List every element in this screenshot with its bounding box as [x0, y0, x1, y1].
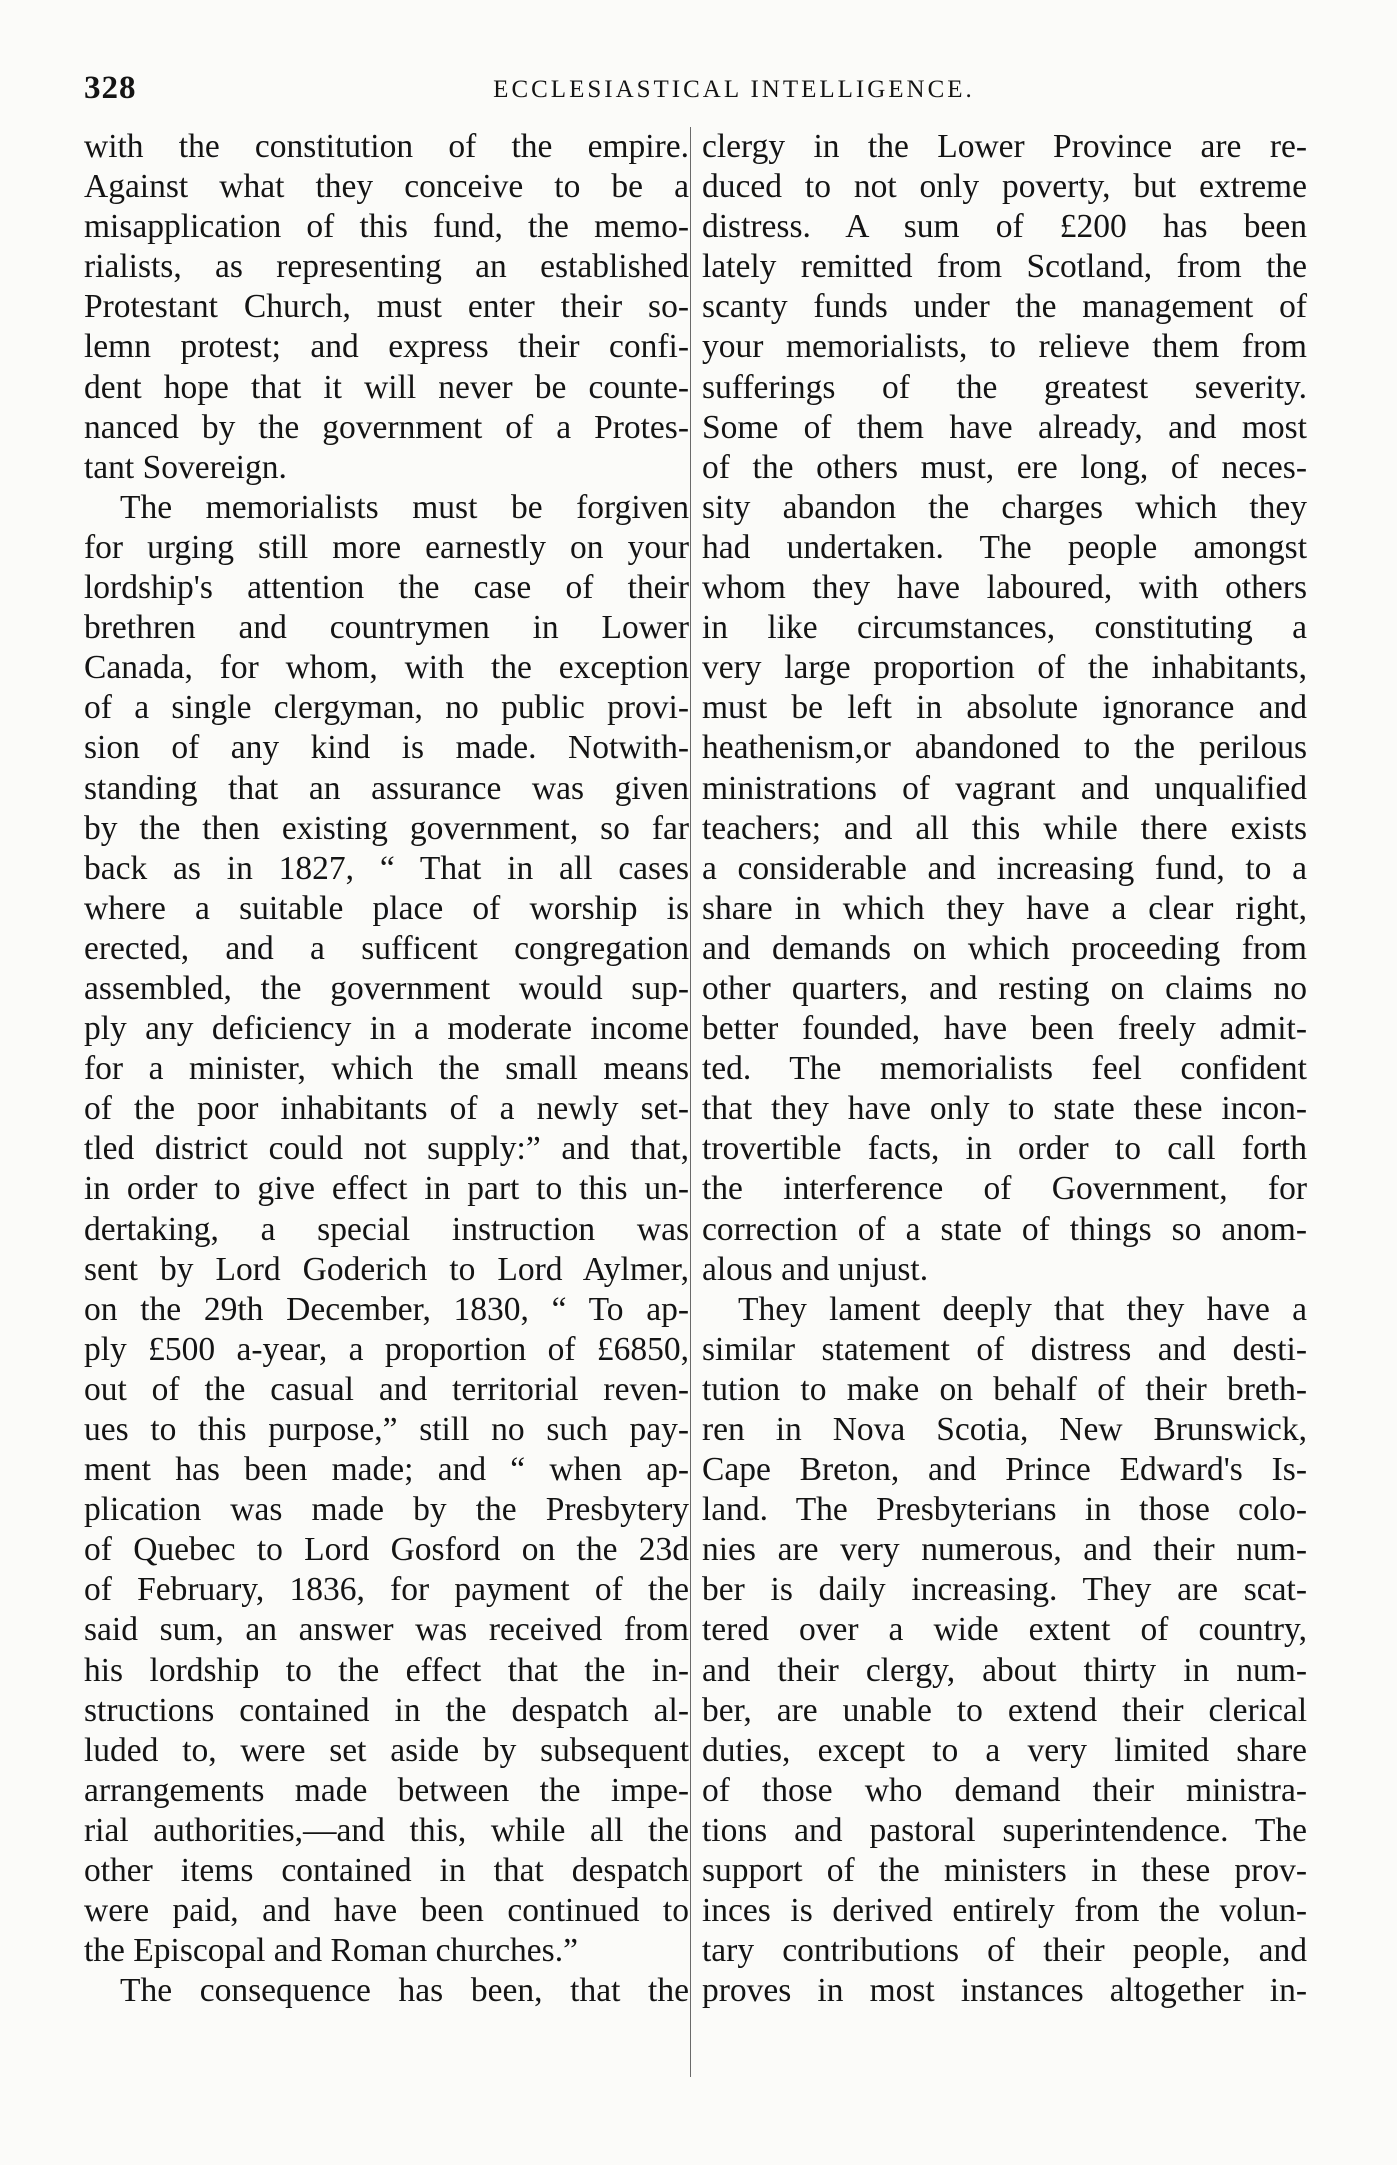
text-line: your memorialists, to relieve them from — [702, 328, 1307, 366]
text-line: the interference of Government, for — [702, 1170, 1307, 1208]
text-line: where a suitable place of worship is — [84, 889, 689, 927]
text-line: support of the ministers in these prov- — [702, 1852, 1307, 1890]
text-line: sion of any kind is made. Notwith- — [84, 729, 689, 767]
text-line: his lordship to the effect that the in- — [84, 1651, 689, 1689]
text-line: arrangements made between the impe- — [84, 1771, 689, 1809]
text-line: that they have only to state these incon- — [702, 1090, 1307, 1128]
text-line: duties, except to a very limited share — [702, 1731, 1307, 1769]
column-divider — [690, 127, 691, 2077]
text-line: other quarters, and resting on claims no — [702, 969, 1307, 1007]
text-line: nies are very numerous, and their num- — [702, 1531, 1307, 1569]
right-column — [702, 127, 1307, 2011]
text-line: of the others must, ere long, of neces- — [702, 448, 1307, 486]
text-line: rial authorities,—and this, while all the — [84, 1811, 689, 1849]
text-line: correction of a state of things so anom- — [702, 1210, 1307, 1248]
text-line: ment has been made; and “ when ap- — [84, 1451, 689, 1489]
text-line: luded to, were set aside by subsequent — [84, 1731, 689, 1769]
text-line: brethren and countrymen in Lower — [84, 609, 689, 647]
text-line: teachers; and all this while there exists — [702, 809, 1307, 847]
text-line: other items contained in that despatch — [84, 1852, 689, 1890]
text-line: Some of them have already, and most — [702, 408, 1307, 446]
running-title: ECCLESIASTICAL INTELLIGENCE. — [493, 76, 975, 103]
text-line: The consequence has been, that the — [120, 1972, 689, 2010]
text-line: tions and pastoral superintendence. The — [702, 1811, 1307, 1849]
text-line: for a minister, which the small means — [84, 1050, 689, 1088]
text-line: ren in Nova Scotia, New Brunswick, — [702, 1411, 1307, 1448]
text-line: nanced by the government of a Protes- — [84, 408, 689, 446]
text-line: misapplication of this fund, the memo- — [84, 208, 689, 246]
text-line: for urging still more earnestly on your — [84, 528, 689, 566]
text-line: in like circumstances, constituting a — [702, 609, 1307, 647]
text-line: said sum, an answer was received from — [84, 1611, 689, 1649]
text-line: heathenism,or abandoned to the perilous — [702, 729, 1307, 767]
text-line: alous and unjust. — [702, 1250, 929, 1288]
text-line: ted. The memorialists feel confident — [702, 1050, 1307, 1088]
text-line: ber is daily increasing. They are scat- — [702, 1571, 1307, 1609]
text-line: out of the casual and territorial reven- — [84, 1370, 689, 1408]
text-line: of Quebec to Lord Gosford on the 23d — [84, 1531, 689, 1569]
text-line: of those who demand their ministra- — [702, 1771, 1307, 1809]
text-line: rialists, as representing an established — [84, 248, 689, 286]
text-line: sity abandon the charges which they — [702, 488, 1307, 526]
text-line: ply any deficiency in a moderate income — [84, 1010, 689, 1048]
text-line: plication was made by the Presbytery — [84, 1491, 689, 1529]
text-line: sufferings of the greatest severity. — [702, 368, 1307, 406]
text-line: very large proportion of the inhabitants, — [702, 649, 1307, 687]
text-line: inces is derived entirely from the volun- — [702, 1892, 1307, 1930]
text-line: duced to not only poverty, but extreme — [702, 168, 1307, 206]
page-header — [84, 70, 1324, 114]
text-line: ber, are unable to extend their clerical — [702, 1691, 1307, 1729]
text-line: the Episcopal and Roman churches.” — [84, 1932, 578, 1970]
text-line: tary contributions of their people, and — [702, 1932, 1307, 1970]
text-line: tered over a wide extent of country, — [702, 1611, 1307, 1649]
text-line: of a single clergyman, no public provi- — [84, 689, 689, 727]
text-line: must be left in absolute ignorance and — [702, 689, 1307, 727]
text-line: were paid, and have been continued to — [84, 1892, 689, 1930]
text-line: They lament deeply that they have a — [738, 1290, 1307, 1328]
text-line: proves in most instances altogether in- — [702, 1972, 1307, 2010]
text-line: Canada, for whom, with the exception — [84, 649, 689, 687]
text-line: Cape Breton, and Prince Edward's Is- — [702, 1451, 1307, 1489]
text-line: lordship's attention the case of their — [84, 569, 689, 607]
text-line: ues to this purpose,” still no such pay- — [84, 1411, 689, 1448]
left-column — [84, 127, 689, 2011]
text-line: share in which they have a clear right, — [702, 889, 1307, 927]
text-line: with the constitution of the empire. — [84, 128, 689, 165]
text-line: of February, 1836, for payment of the — [84, 1571, 689, 1609]
text-line: sent by Lord Goderich to Lord Aylmer, — [84, 1250, 689, 1288]
text-line: whom they have laboured, with others — [702, 569, 1307, 607]
text-line: in order to give effect in part to this un- — [84, 1170, 689, 1208]
text-line: back as in 1827, “ That in all cases — [84, 849, 689, 887]
text-line: tution to make on behalf of their breth- — [702, 1370, 1307, 1408]
text-line: on the 29th December, 1830, “ To ap- — [84, 1290, 689, 1328]
text-line: erected, and a sufficent congregation — [84, 929, 689, 967]
text-line: trovertible facts, in order to call forth — [702, 1130, 1307, 1168]
text-line: scanty funds under the management of — [702, 288, 1307, 326]
text-line: by the then existing government, so far — [84, 809, 689, 847]
text-line: structions contained in the despatch al- — [84, 1691, 689, 1729]
text-line: Protestant Church, must enter their so- — [84, 288, 689, 326]
text-line: ply £500 a-year, a proportion of £6850, — [84, 1330, 689, 1368]
text-line: similar statement of distress and desti- — [702, 1330, 1307, 1368]
text-line: tled district could not supply:” and that, — [84, 1130, 689, 1168]
text-line: lemn protest; and express their confi- — [84, 328, 689, 366]
text-line: land. The Presbyterians in those colo- — [702, 1491, 1307, 1529]
text-line: and their clergy, about thirty in num- — [702, 1651, 1307, 1689]
text-line: had undertaken. The people amongst — [702, 528, 1307, 566]
text-line: lately remitted from Scotland, from the — [702, 248, 1307, 286]
text-line: Against what they conceive to be a — [84, 168, 689, 206]
text-line: ministrations of vagrant and unqualified — [702, 769, 1307, 807]
page-number: 328 — [84, 70, 137, 106]
text-line: distress. A sum of £200 has been — [702, 208, 1307, 246]
text-line: The memorialists must be forgiven — [120, 488, 689, 526]
text-line: assembled, the government would sup- — [84, 969, 689, 1007]
text-line: clergy in the Lower Province are re- — [702, 128, 1307, 165]
text-line: of the poor inhabitants of a newly set- — [84, 1090, 689, 1128]
text-line: dertaking, a special instruction was — [84, 1210, 689, 1248]
text-line: dent hope that it will never be counte- — [84, 368, 689, 406]
text-line: tant Sovereign. — [84, 448, 287, 486]
text-line: a considerable and increasing fund, to a — [702, 849, 1307, 887]
text-line: standing that an assurance was given — [84, 769, 689, 807]
text-line: and demands on which proceeding from — [702, 929, 1307, 967]
text-line: better founded, have been freely admit- — [702, 1010, 1307, 1048]
